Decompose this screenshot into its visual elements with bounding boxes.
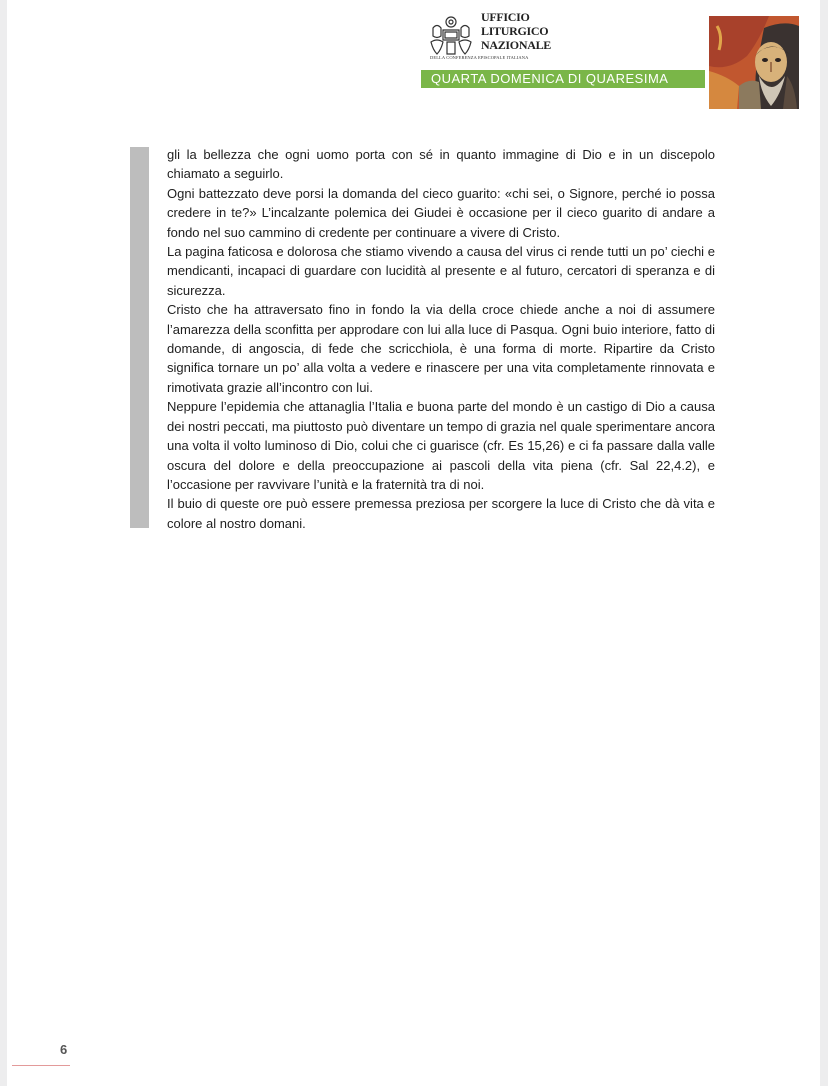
document-page (7, 0, 820, 1086)
sidebar-accent-bar (130, 147, 149, 528)
body-paragraph: La pagina faticosa e dolorosa che stiamo vivendo a causa del virus ci rende tutti un po’ ciechi e mendicanti, incapaci di guardare con lucidità al presente e al futuro, cercatori di speranza e di sicurezza. (167, 244, 715, 298)
logo-subtitle: DELLA CONFERENZA EPISCOPALE ITALIANA (430, 55, 529, 60)
logo-line: NAZIONALE (481, 38, 551, 52)
logo-line: UFFICIO (481, 10, 530, 24)
icon-painting-image (709, 16, 799, 109)
body-paragraph: Neppure l’epidemia che attanaglia l’Italia e buona parte del mondo è un castigo di Dio a causa dei nostri peccati, ma piuttosto può diventare un tempo di grazia nel quale sperimentare ancora una volta il volto luminoso di Dio, colui che ci guarisce (cfr. Es 15,26) e ci fa passare dalla valle oscura del dolore e della preoccupazione ai pascoli della vita piena (cfr. Sal 22,4.2), e l’occasione per ravvivare l’unità e la fraternità tra di noi. (167, 399, 715, 492)
body-text (167, 145, 715, 533)
body-paragraph: Ogni battezzato deve porsi la domanda del cieco guarito: «chi sei, o Signore, perché io possa credere in te?» L’incalzante polemica dei Giudei è occasione per il cieco guarito di andare a fondo nel suo cammino di credente per continuare a vivere di Cristo. (167, 185, 715, 240)
body-paragraph: Cristo che ha attraversato fino in fondo la via della croce chiede anche a noi di assumere l’amarezza della sconfitta per approdare con lui alla luce di Pasqua. Ogni buio interiore, fatto di domande, di angoscia, di fede che scricchiola, è una forma di morte. Ripartire da Cristo significa tornare un po’ alla volta a vedere e rinascere per una vita completamente rinnovata e rimotivata grazie all’incontro con lui. (167, 302, 715, 395)
footer-divider (12, 1065, 70, 1066)
section-title-banner: QUARTA DOMENICA DI QUARESIMA (421, 70, 705, 88)
logo-line: LITURGICO (481, 24, 549, 38)
logo-emblem-icon (425, 14, 477, 58)
body-paragraph: Il buio di queste ore può essere premessa preziosa per scorgere la luce di Cristo che dà vita e colore al nostro domani. (167, 496, 715, 531)
ufficio-liturgico-logo (425, 10, 555, 68)
body-paragraph: gli la bellezza che ogni uomo porta con sé in quanto immagine di Dio e in un discepolo chiamato a seguirlo. (167, 147, 715, 182)
logo-wordmark (481, 10, 551, 52)
page-number: 6 (60, 1042, 68, 1057)
